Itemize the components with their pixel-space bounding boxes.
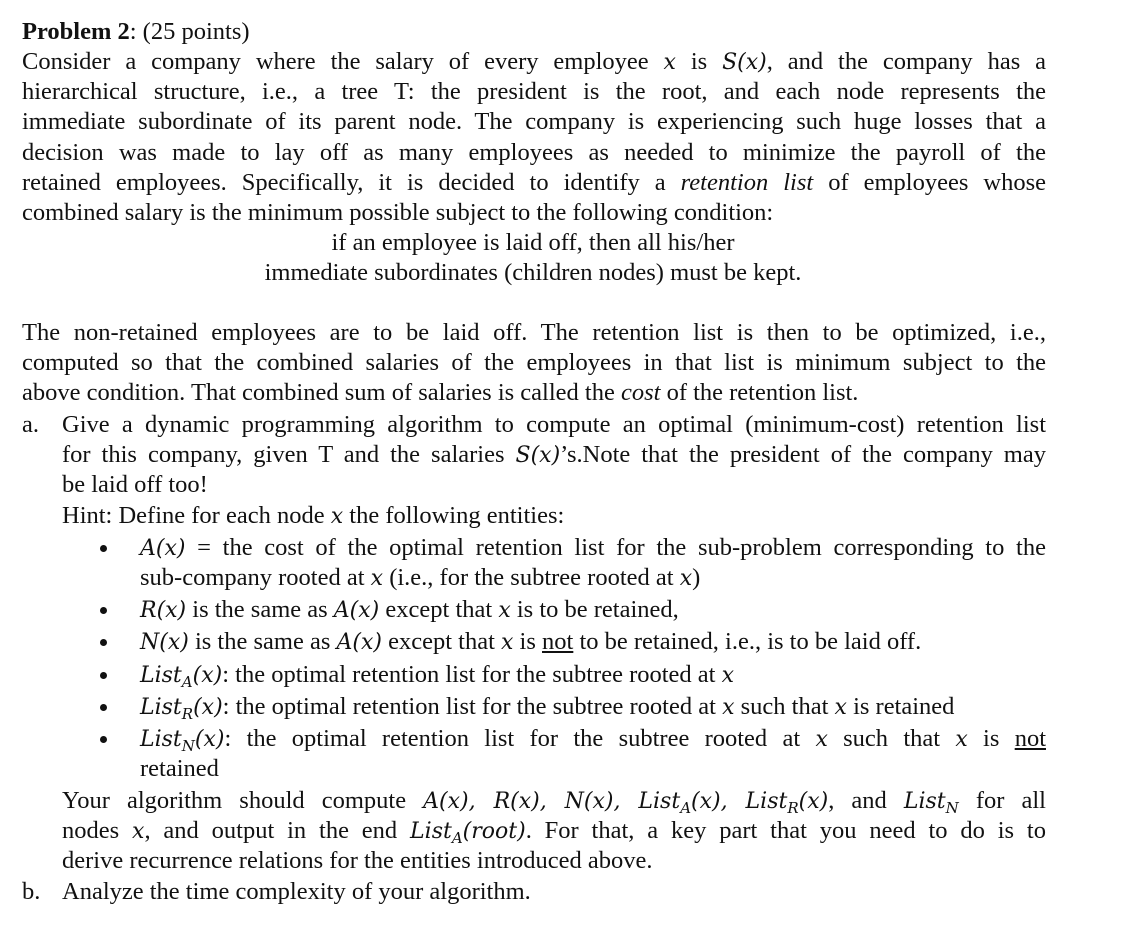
bullet-2 [140,595,679,625]
math-list: List [140,663,182,688]
text: : the optimal retention list for the subtree rooted at [224,725,816,752]
math-arg: (x) [192,663,223,688]
bullet-1-line-2 [140,563,700,593]
text: is [967,725,1015,752]
text: is retained [846,693,955,720]
math-x: x [663,50,676,75]
bullet-6-line-2: retained [140,755,219,782]
part-b-text: Analyze the time complexity of your algorithm. [62,878,531,905]
math-list: List [638,789,681,814]
bullet-5 [140,692,954,722]
intro-line-4: decision was made to lay off as many employees as needed to minimize the payroll of the [22,139,1046,166]
text: Hint: Define for each node [62,502,331,529]
condition-line-2: immediate subordinates (children nodes) must be kept. [264,259,802,286]
math-list: List [140,695,182,720]
text: nodes [62,817,133,844]
text: except that [381,628,501,655]
bullet-icon [98,692,112,722]
bullet-icon [98,595,112,625]
intro-line-3: immediate subordinate of its parent node. The company is experiencing such huge losses that a [22,108,1046,135]
text: is the same as [188,628,337,655]
text: , and [828,787,904,814]
text: Your algorithm should compute [62,787,424,814]
bullet-icon [98,533,112,563]
text: is [513,628,543,655]
math-list: List [903,789,946,814]
text: sub-company rooted at [140,564,371,591]
math-arg: (x) [798,789,829,814]
bullet-4 [140,660,734,690]
para2-line-3 [22,378,858,408]
part-a-line-1: Give a dynamic programming algorithm to compute an optimal (minimum-cost) retention list [62,411,1046,438]
text: is [675,48,723,75]
text: the following entities: [343,502,565,529]
math-salary: S(x) [515,443,561,468]
bullet-6-line-1 [140,724,1046,754]
problem-heading [22,17,250,47]
math-arg: (x) [194,727,225,752]
text: Consider a company where the salary of every employee [22,48,664,75]
intro-line-6: combined salary is the minimum possible subject to the following condition: [22,199,774,226]
math-x: x [721,663,735,688]
bullet-icon [98,660,112,690]
intro-line-5 [22,168,1046,198]
text: is to be retained, [510,596,679,623]
compute-line-1 [62,786,1046,816]
para2-line-1: The non-retained employees are to be laid off. The retention list is then to be optimized, i.e., [22,319,1046,346]
intro-line-2: hierarchical structure, i.e., a tree T: the president is the root, and each node represents the [22,78,1046,105]
intro-line-1 [22,47,1046,77]
hint-line [62,501,564,531]
subscript-R: R [787,799,799,817]
part-b-marker: b. [22,878,41,905]
text: above condition. That combined sum of salaries is called the [22,379,621,406]
part-a-marker: a. [22,411,39,438]
math-A: A(x) [140,536,186,561]
bullet-icon [98,724,112,754]
math-A: A(x) [336,630,382,655]
text: except that [379,596,499,623]
text: for all [958,787,1046,814]
math-arg: (x) [193,695,223,720]
text: : the optimal retention list for the subtree rooted at [222,693,723,720]
text: : the optimal retention list for the subtree rooted at [222,661,722,688]
math-x: x [834,695,847,720]
math-x: x [330,504,344,529]
subscript-A: A [680,799,692,817]
problem-points: : (25 points) [129,18,250,45]
bullet-3 [140,627,921,657]
compute-line-2 [62,816,1046,846]
text: for this company, given T and the salaries [62,441,516,468]
text: , and output in the end [144,817,411,844]
para2-line-2: computed so that the combined salaries of the employees in that list is minimum subject to the [22,349,1046,376]
retention-list-term: retention list [680,169,814,196]
math-functions: A(x), R(x), N(x), [423,789,639,814]
text: ’s.Note that the president of the company may [560,441,1046,468]
text: = the cost of the optimal retention list for the sub-problem corresponding to the [185,534,1046,561]
text: of the retention list. [660,379,859,406]
math-salary: S(x) [722,50,767,75]
text: ) [692,564,701,591]
math-x: x [370,566,384,591]
text: is the same as [186,596,334,623]
text: such that [734,693,835,720]
text: to be retained, i.e., is to be laid off. [573,628,922,655]
part-a-line-2 [62,440,1046,470]
text: . For that, a key part that you need to do is to [525,817,1046,844]
text: retained employees. Specifically, it is decided to identify a [22,169,681,196]
math-x: x [132,819,145,844]
math-A: A(x) [333,598,380,623]
math-R: R(x) [140,598,187,623]
math-list: List [745,789,788,814]
underlined-not: not [542,628,574,655]
math-arg: (x) [691,789,721,814]
compute-line-3: derive recurrence relations for the entities introduced above. [62,847,653,874]
text: (i.e., for the subtree rooted at [383,564,680,591]
subscript-A: A [181,673,193,691]
math-x: x [679,566,693,591]
math-list: List [410,819,452,844]
problem-title: Problem 2 [22,18,130,45]
bullet-1-line-1 [140,533,1046,563]
math-comma: , [720,789,746,814]
math-list: List [140,727,182,752]
math-N: N(x) [140,630,189,655]
text: of employees whose [813,169,1046,196]
subscript-N: N [945,799,959,817]
text: , and the company has a [766,48,1046,75]
math-x: x [815,727,828,752]
text: such that [827,725,956,752]
math-root: (root) [462,819,526,844]
condition-line-1: if an employee is laid off, then all his/her [331,229,735,256]
subscript-N: N [181,737,195,755]
subscript-A: A [451,829,463,847]
math-x: x [722,695,735,720]
part-a-line-3: be laid off too! [62,471,208,498]
subscript-R: R [181,705,194,723]
bullet-icon [98,627,112,657]
math-x: x [955,727,968,752]
underlined-not: not [1014,725,1046,752]
math-x: x [498,598,511,623]
math-x: x [501,630,514,655]
cost-term: cost [620,379,661,406]
